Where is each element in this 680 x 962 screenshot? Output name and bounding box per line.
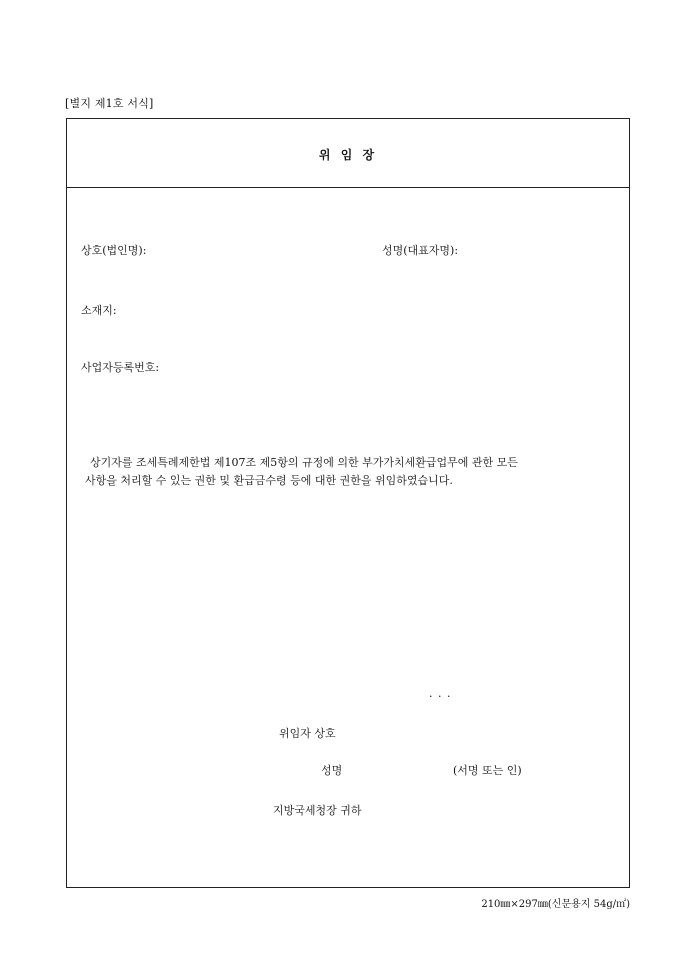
addressee: 지방국세청장 귀하 bbox=[273, 804, 362, 817]
delegation-form bbox=[66, 118, 630, 888]
company-name-field: 상호(법인명): bbox=[81, 244, 147, 257]
title-row bbox=[67, 119, 629, 188]
business-registration-number-field: 사업자등록번호: bbox=[81, 361, 160, 374]
form-title: 위 임 장 bbox=[318, 148, 378, 162]
delegator-name-label: 성명 bbox=[321, 764, 343, 777]
signature-label: (서명 또는 인) bbox=[453, 764, 522, 777]
form-label: [별지 제1호 서식] bbox=[65, 97, 154, 110]
date-line: . . . bbox=[429, 687, 452, 700]
representative-name-field: 성명(대표자명): bbox=[382, 244, 459, 257]
delegator-company-label: 위임자 상호 bbox=[279, 727, 336, 740]
statement-line-1: 상기자를 조세특례제한법 제107조 제5항의 규정에 의한 부가가치세환급업무에 관한 모든 bbox=[90, 456, 518, 469]
statement-line-2: 사항을 처리할 수 있는 권한 및 환급금수령 등에 대한 권한을 위임하였습니다. bbox=[85, 474, 453, 487]
address-field: 소재지: bbox=[81, 304, 117, 317]
paper-spec: 210㎜×297㎜(신문용지 54g/㎡) bbox=[481, 899, 630, 910]
delegation-statement bbox=[81, 454, 601, 490]
